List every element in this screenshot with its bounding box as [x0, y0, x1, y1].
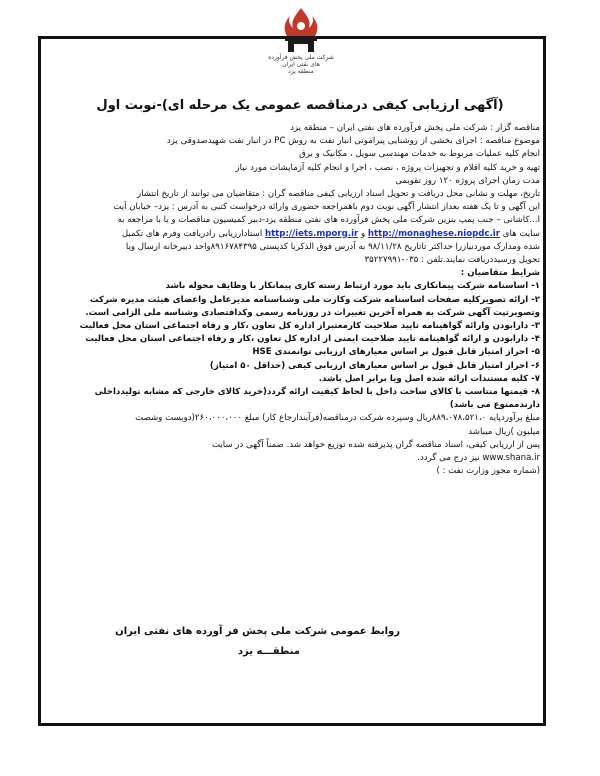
condition-item: ۴- دارابودن و ارائه گواهینامه تایید صلاحیت ایمنی از اداره کل تعاون ،کار و رفاه اجتماعی استان محل فعالیت	[85, 334, 540, 345]
permit-number: (شماره مجوز وزارت نفت : )	[436, 466, 540, 477]
ad-body	[60, 122, 540, 478]
scope-line-1: انجام کلیه عملیات مربوط به خدمات مهندسی سویل ، مکانیک و برق	[299, 149, 540, 160]
company-logo	[268, 6, 334, 82]
condition-item: ۳- دارابودن وارائه گواهینامه تایید صلاحیت کارمعتبراز اداره کل تعاون ،کار و رفاه اجتماعی استان محل فعالیت	[79, 321, 540, 332]
contracting-party: مناقصه گزار : شرکت ملی پخش فرآورده های نفتی ایران – منطقه یزد	[290, 123, 540, 133]
ad-title: (آگهی ارزیابی کیفی درمناقصه عمومی یک مرحله ای)-نوبت اول	[96, 98, 504, 113]
conditions-heading: شرایط متقاضیان :	[460, 268, 540, 279]
documents-info-line-3: ا...کاشانی – جنب پمپ بنزین شرکت ملی پخش فرآورده های نفتی منطقه یزد-دبیر کمیسیون مناقصات و یا با مراجعه به	[117, 215, 540, 226]
condition-item: ۱- اساسنامه شرکت پیمانکاری باید مورد ارتباط رسته کاری پیمانکار با وظایف محوله باشد	[165, 281, 540, 292]
scope-line-2: تهیه و خرید کلیه اقلام و تجهیزات پروژه ، نصب ، اجرا و انجام کلیه آزمایشات مورد نیاز	[235, 162, 540, 173]
condition-item: ۵- احراز امتیاز قابل قبول بر اساس معیارهای ارزیابی توانمندی HSE	[252, 347, 540, 358]
documents-deadline: شده ومدارک موردنیازرا حداکثر تاتاریخ ۹۸/۱۱/۲۸ به آدرس فوق الذکربا کدپستی ۸۹۱۶۷۸۴۳۹۵واحد دبیرخانه ارسال ویا	[125, 241, 540, 252]
condition-item: ۷- کلیه مستندات ارائه شده اصل ویا برابر اصل باشد.	[318, 373, 540, 384]
sites-line	[60, 228, 540, 241]
logo-caption-line2: منطقه یزد	[288, 68, 314, 75]
condition-item: ۸- قیمتها منتاسب با کالای ساخت داخل با لحاظ کیفیت ارائه گردد(خرید کالای خارجی که مشابه تولیدداخلی	[94, 387, 540, 398]
monaghese-link[interactable]: http://monaghese.niopdc.ir	[367, 228, 500, 239]
documents-info-line-2: این آگهی و تا یک هفته بعداز انتشار آگهی نوبت دوم باهمراجعه حضوری وارائه درخواست کتبی به آدرس : یزد– خیابان آیت	[113, 202, 540, 213]
shana-note: www.shana.ir نیز درج می گردد.	[417, 453, 540, 464]
sites-suffix: استادارزیابی رادریافت وفرم های تکمیل	[121, 228, 263, 239]
sites-prefix: سایت های	[502, 228, 540, 239]
documents-info-line-1: تاریخ، مهلت و نشانی محل دریافت و تحویل اسناد ارزیابی کیفی مناقصه گران : متقاضیان می توانند از تاریخ انتشار	[136, 189, 540, 200]
condition-item: ۲- ارائه تصویرکلیه صفحات اساسنامه شرکت وکارت ملی وشناسنامه مدیرعامل واعضای هیئت مدیره شرکت	[89, 294, 540, 305]
estimate-line-2: میلیون )ریال میباشد	[468, 426, 540, 437]
sites-and: و	[361, 228, 366, 239]
condition-item: ۶- احراز امتیاز قابل قبول بر اساس معیارهای ارزیابی کیفی (حداقل ۵۰ امتیاز)	[209, 360, 540, 371]
iets-link[interactable]: http://iets.mporg.ir	[264, 228, 359, 239]
contact-phone: تحویل ورسیددریافت نمایند.تلفن : ۰۳۵-۳۵۲۲۷۹۹۱	[364, 255, 540, 266]
logo-caption-line1: شرکت ملی پخش فرآورده های نفتی ایران	[268, 54, 334, 68]
tender-subject: موضوع مناقصه : اجرای بخشی از روشنایی پیرامونی انبار نفت به روش PC در انبار نفت شهیدصدوقی یزد	[166, 136, 540, 147]
project-duration: مدت زمان اجرای پروژه ۱۲۰ روز تقویمی	[395, 175, 540, 186]
estimate-line-1: مبلغ برآوردپایه ۸۸۹،۰۷۸،۵۲۱،۰ریال وسپرده شرکت درمناقصه(فرآیندارجاع کار) مبلغ ۲۶۰،۰۰۰،۰۰۰(دویست وشصت	[135, 413, 540, 424]
condition-item: وتصویرتپت آگهی شرکت به همراه آخرین تغییرات در روزنامه رسمی وکدافتصادی وشناسه ملی الزامی است.	[85, 307, 540, 318]
flame-emblem-icon	[279, 6, 323, 54]
evaluation-note: پس از ارزیابی کیفی، اسناد مناقصه گران پذیرفته شده توزیع خواهد شد. ضمناً آگهی در سایت	[211, 439, 540, 450]
signature-region: منطقـــه یزد	[237, 646, 300, 657]
condition-item: دارندممنوع می باشد)	[449, 400, 540, 411]
signature-public-relations: روابط عمومی شرکت ملی پخش فر آورده های نفتی ایران	[115, 626, 400, 637]
